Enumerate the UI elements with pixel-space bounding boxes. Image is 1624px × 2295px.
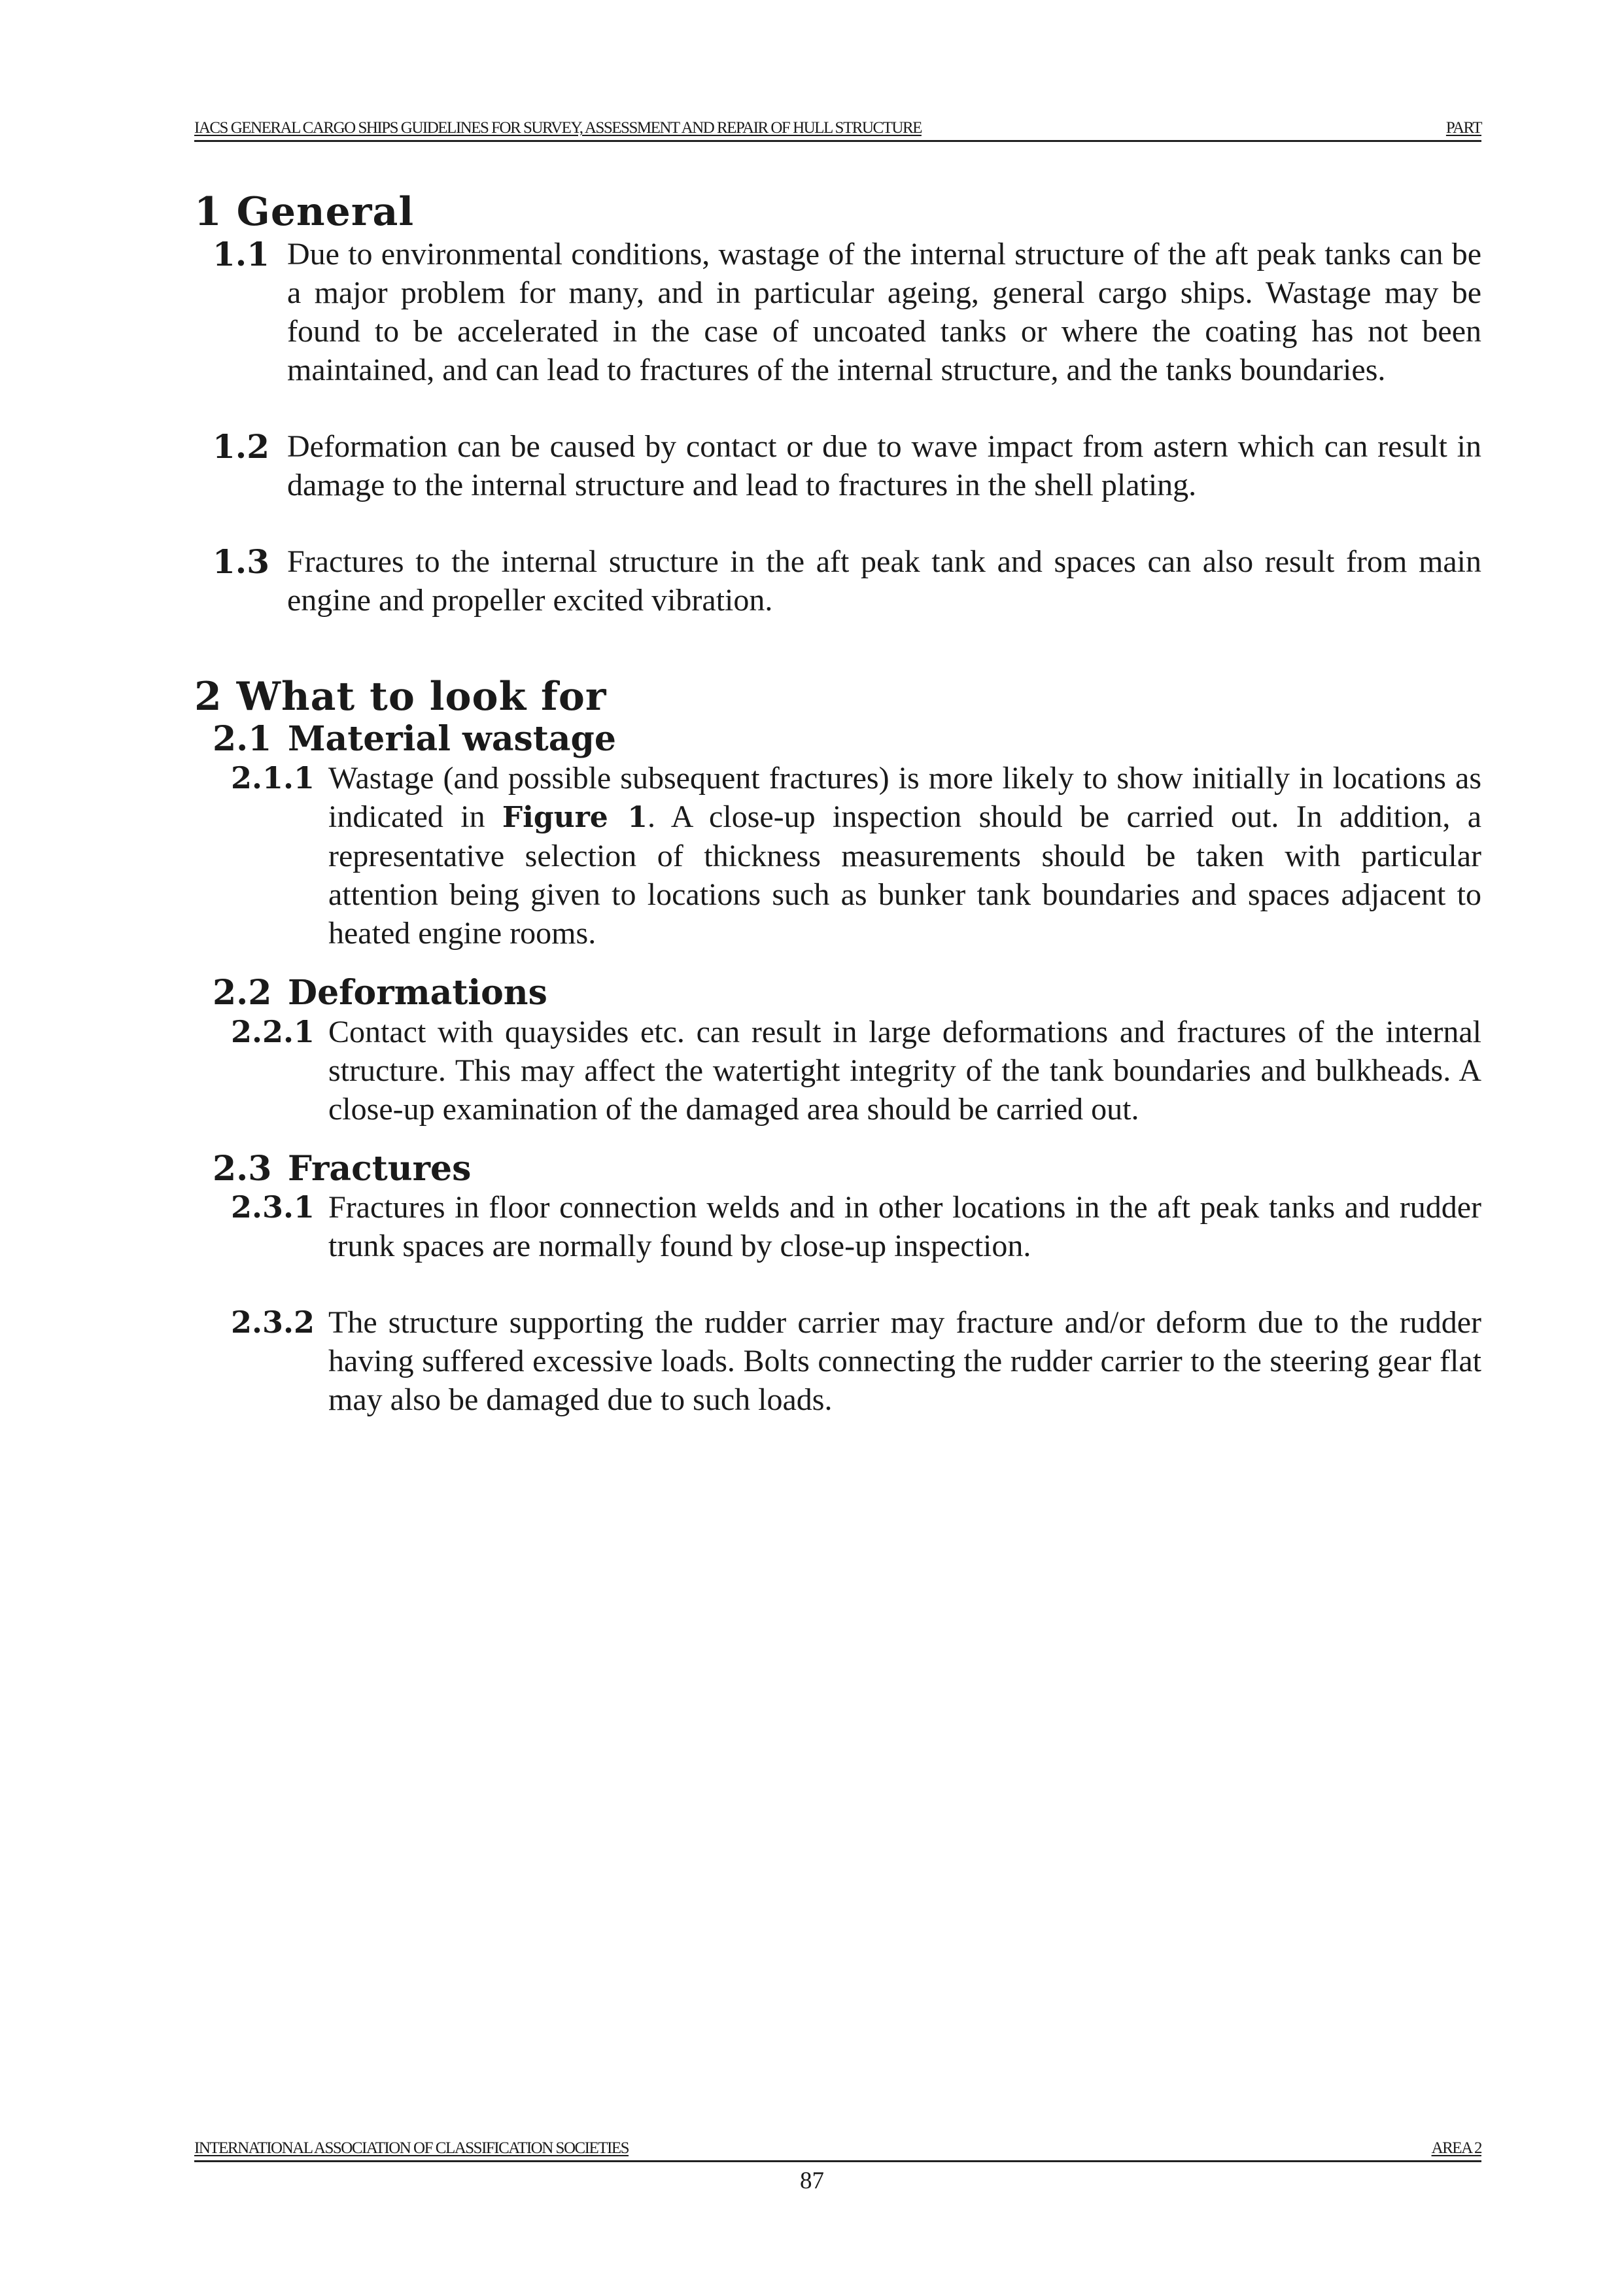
paragraph-number: 2.1.1 xyxy=(231,760,315,796)
figure-reference: Figure 1 xyxy=(502,800,648,834)
paragraph-number: 2.3.1 xyxy=(231,1189,315,1225)
section-1-heading: 1 General xyxy=(194,189,415,235)
subsection-title: Material wastage xyxy=(288,719,616,759)
paragraph-text xyxy=(328,759,1481,953)
paragraph-2-2-1 xyxy=(194,1013,1481,1129)
main-content xyxy=(194,190,1481,1419)
header-title: IACS GENERAL CARGO SHIPS GUIDELINES FOR SURVEY, ASSESSMENT AND REPAIR OF HULL STRUCTURE xyxy=(194,119,922,137)
paragraph-number: 2.2.1 xyxy=(231,1013,315,1049)
paragraph-text: Fractures in floor connection welds and in other locations in the aft peak tanks and rudder trunk spaces are normally found by close-up inspection. xyxy=(328,1190,1481,1264)
paragraph-1-1 xyxy=(194,235,1481,389)
page-number: 87 xyxy=(800,2167,824,2194)
subsection-number: 2.2 xyxy=(213,972,272,1013)
paragraph-text: Deformation can be caused by contact or due to wave impact from astern which can result in damage to the internal structure and lead to fractures in the shell plating. xyxy=(287,429,1481,502)
paragraph-text: The structure supporting the rudder carrier may fracture and/or deform due to the rudder having suffered excessive loads. Bolts connecting the rudder carrier to the steering gear flat may also be damaged due to such loads. xyxy=(328,1305,1481,1418)
subsection-number: 2.3 xyxy=(213,1148,272,1189)
paragraph-1-3 xyxy=(194,542,1481,620)
subsection-title: Fractures xyxy=(288,1148,472,1189)
footer-area: AREA 2 xyxy=(1431,2139,1481,2157)
header-part: PART xyxy=(1445,119,1481,137)
paragraph-1-2 xyxy=(194,427,1481,504)
paragraph-text: Fractures to the internal structure in the aft peak tank and spaces can also result from main engine and propeller excited vibration. xyxy=(287,544,1481,618)
footer-organization: INTERNATIONAL ASSOCIATION OF CLASSIFICATION SOCIETIES xyxy=(194,2139,629,2157)
subsection-2-2-heading xyxy=(213,973,1481,1013)
paragraph-number: 1.2 xyxy=(213,427,269,466)
paragraph-2-1-1 xyxy=(194,759,1481,953)
paragraph-2-3-1 xyxy=(194,1188,1481,1265)
running-header xyxy=(194,119,1481,142)
section-2-heading: 2 What to look for xyxy=(194,674,607,720)
paragraph-2-3-2 xyxy=(194,1303,1481,1419)
running-footer xyxy=(194,2139,1481,2162)
paragraph-text: Contact with quaysides etc. can result in large deformations and fractures of the internal structure. This may affect the watertight integrity of the tank boundaries and bulkheads. A close-up examination of the damaged area should be carried out. xyxy=(328,1014,1481,1127)
subsection-number: 2.1 xyxy=(213,719,272,759)
subsection-title: Deformations xyxy=(288,972,547,1013)
paragraph-number: 1.1 xyxy=(213,235,269,273)
paragraph-number: 1.3 xyxy=(213,542,269,581)
paragraph-number: 2.3.2 xyxy=(231,1305,315,1340)
paragraph-text: Due to environmental conditions, wastage of the internal structure of the aft peak tanks can be a major problem for many, and in particular ageing, general cargo ships. Wastage may be found to be accelerated in the case of uncoated tanks or where the coating has not been maintained, and can lead to fractures of the internal structure, and the tanks boundaries. xyxy=(287,237,1481,387)
subsection-2-3-heading xyxy=(213,1149,1481,1189)
subsection-2-1-heading xyxy=(213,720,1481,759)
paragraph-text-after: . A close-up inspection should be carried out. In addition, a representative selection of thickness measurements should be taken with particular attention being given to locations such as bunker tank boundaries and spaces adjacent to heated engine rooms. xyxy=(328,799,1481,951)
paragraph-text-before: Wastage (and possible subsequent fractures) is more likely to show initially in locations as indicated in xyxy=(328,760,1481,834)
